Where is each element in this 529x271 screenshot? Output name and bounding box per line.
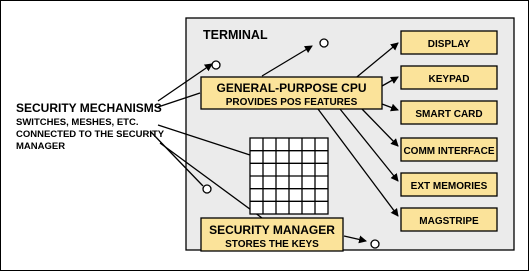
peripheral-label-smart-card: SMART CARD <box>415 109 483 120</box>
sensor-circle-top <box>320 39 328 47</box>
cpu-subtitle: PROVIDES POS FEATURES <box>225 97 358 108</box>
security-manager-subtitle: STORES THE KEYS <box>225 239 319 250</box>
mechanisms-line-2: CONNECTED TO THE SECURITY <box>16 129 165 140</box>
security-manager-title: SECURITY MANAGER <box>209 223 335 237</box>
peripheral-label-display: DISPLAY <box>427 39 471 50</box>
peripheral-label-magstripe: MAGSTRIPE <box>419 216 479 227</box>
peripheral-label-comm-interface: COMM INTERFACE <box>403 146 495 157</box>
terminal-title: TERMINAL <box>203 28 268 42</box>
cpu-title: GENERAL-PURPOSE CPU <box>216 81 367 95</box>
sensor-circle-bottom <box>371 240 379 248</box>
mesh-grid <box>250 138 328 214</box>
sensor-circle-left-bottom <box>203 185 211 193</box>
sensor-circle-left-top <box>212 61 220 69</box>
peripheral-label-ext-memories: EXT MEMORIES <box>410 181 488 192</box>
mechanisms-line-1: SWITCHES, MESHES, ETC. <box>16 117 139 128</box>
mechanisms-title: SECURITY MECHANISMS <box>16 101 162 115</box>
peripheral-label-keypad: KEYPAD <box>428 74 470 85</box>
mechanisms-line-3: MANAGER <box>16 141 66 152</box>
